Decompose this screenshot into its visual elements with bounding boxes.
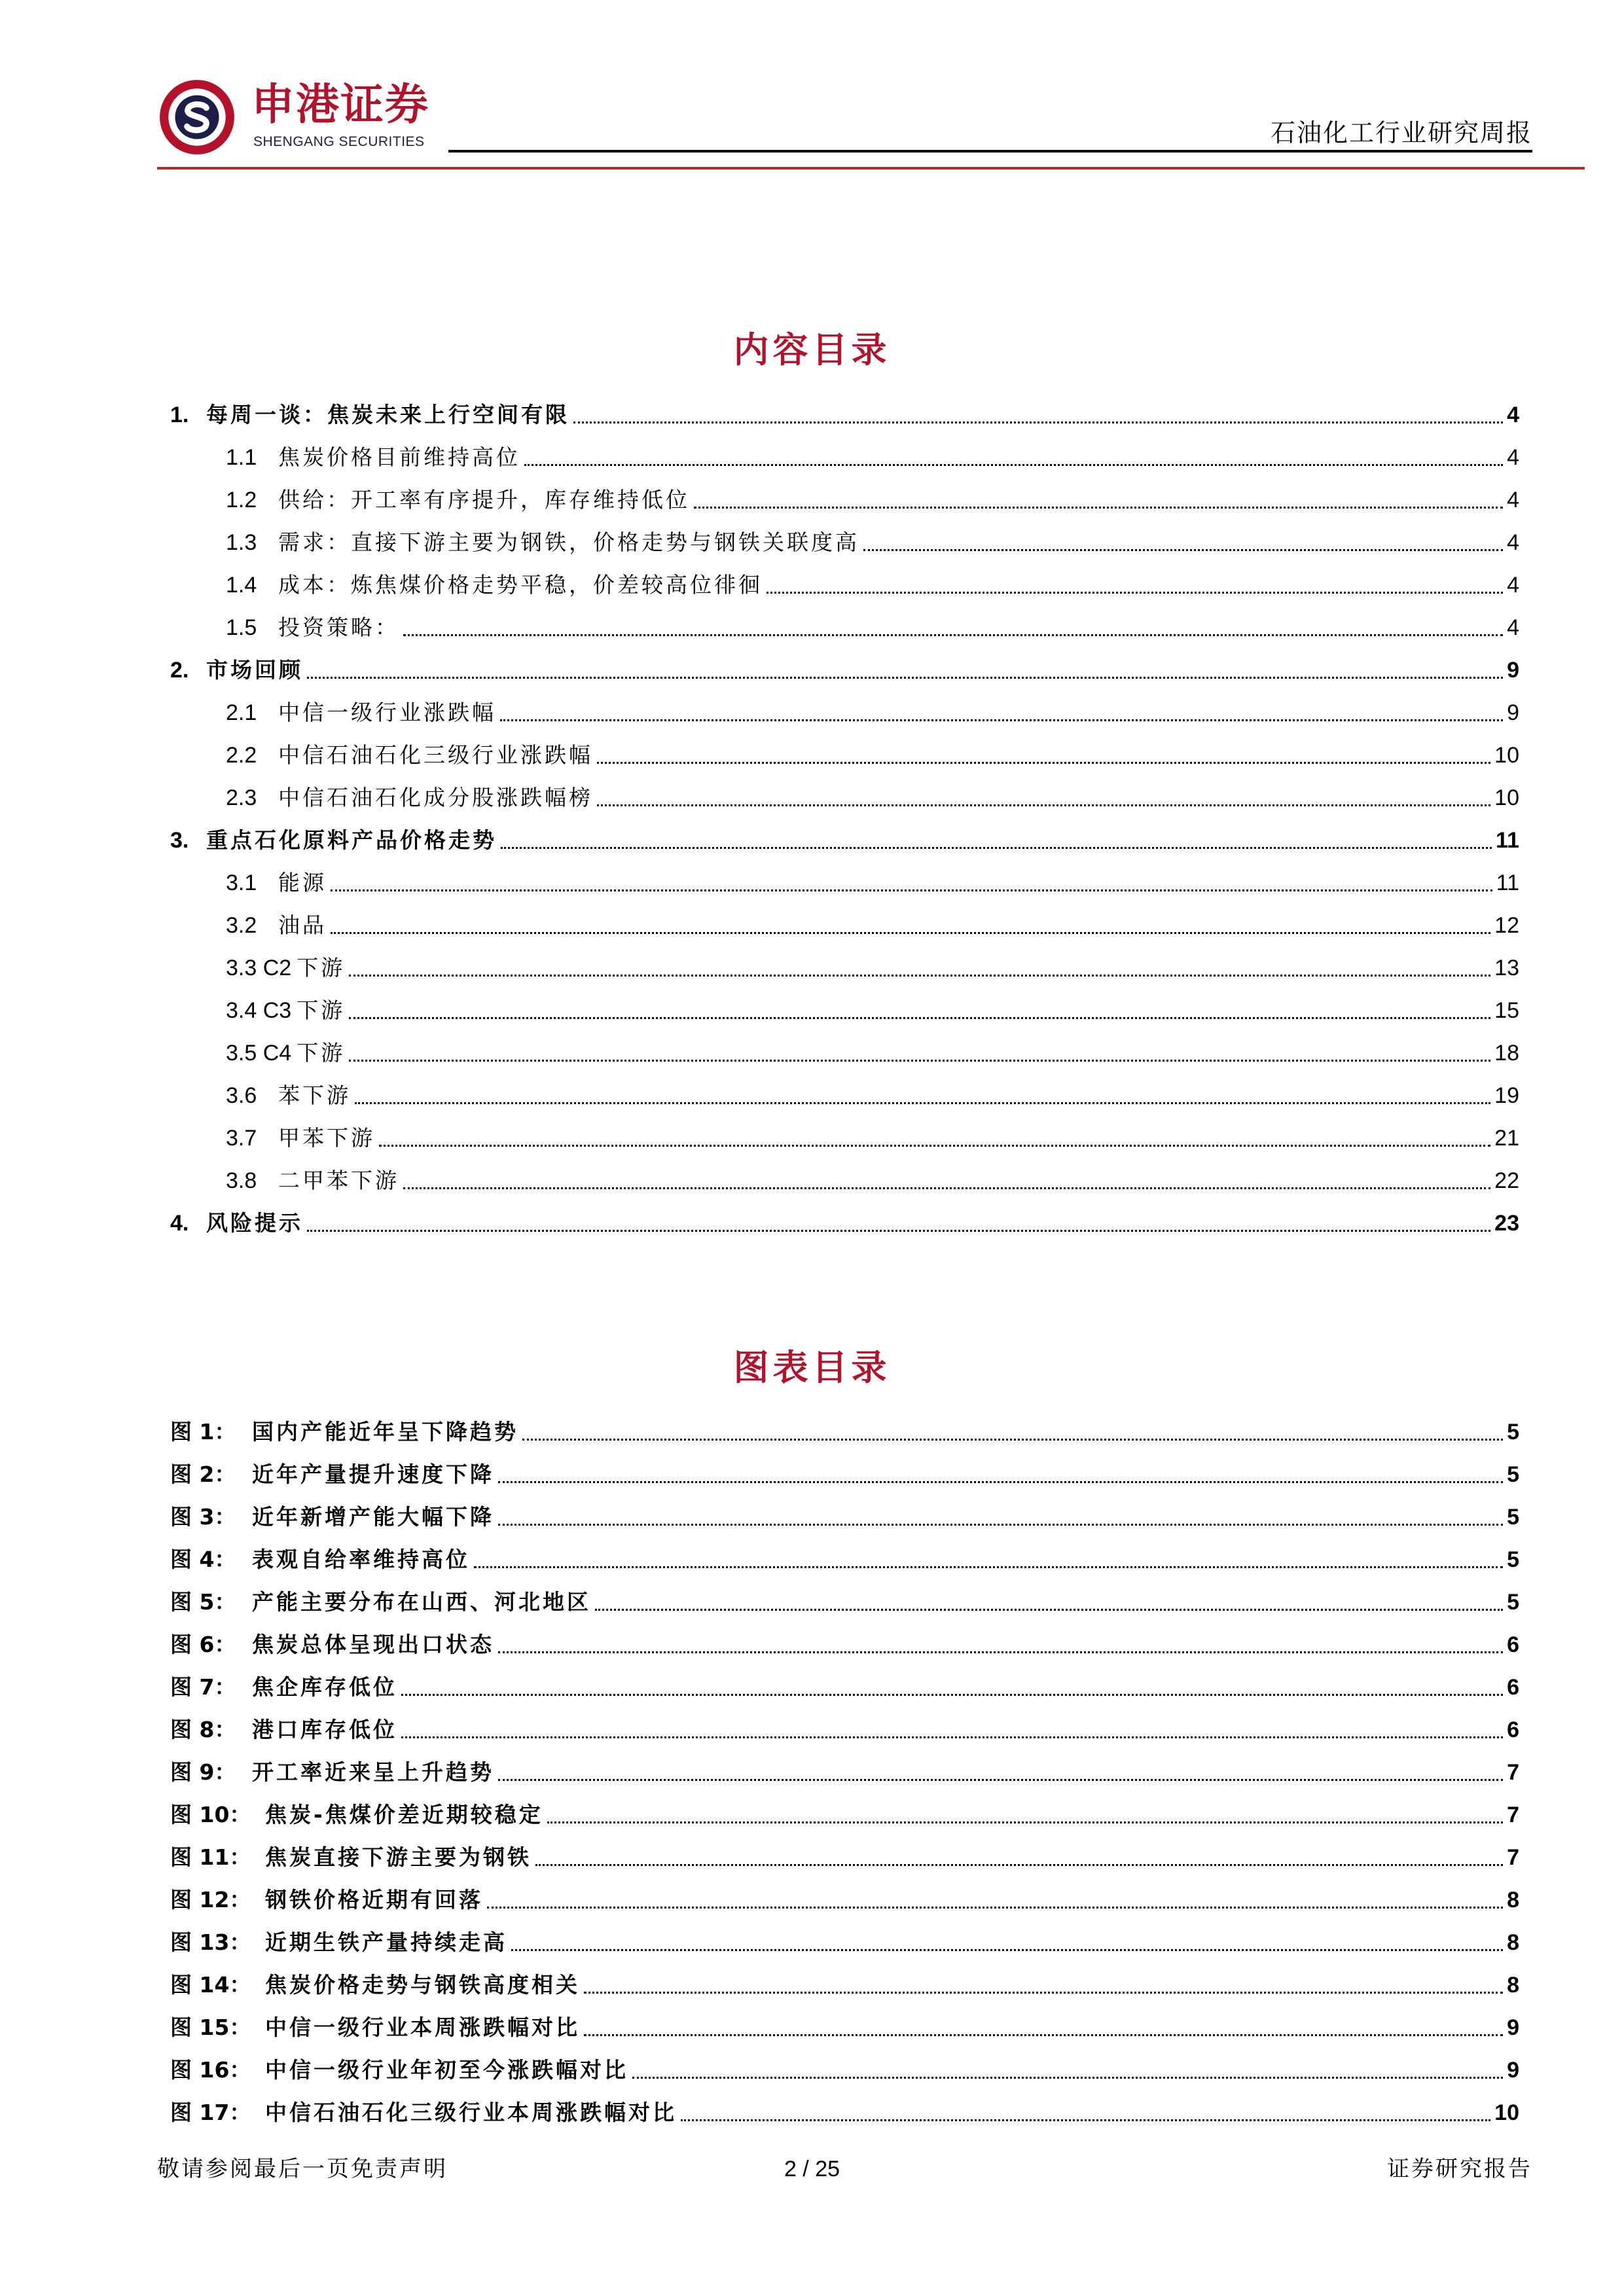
figure-label: 图 5： [170,1589,236,1615]
figure-label: 图 13： [170,1929,251,1955]
toc-title: 内容目录 [733,329,891,370]
toc-item[interactable] [226,866,1519,897]
figure-label: 图 17： [170,2100,251,2125]
toc-item-number: 1.5 [226,615,257,640]
figure-list-item[interactable] [170,2011,1519,2042]
figure-page: 6 [1507,1675,1519,1700]
toc-item-title: 每周一谈：焦炭未来上行空间有限 [206,402,569,427]
toc-item-page: 9 [1507,700,1519,725]
dot-leader [597,804,1490,806]
toc-item-page: 15 [1494,998,1519,1023]
page-number: 2 / 25 [784,2157,840,2181]
toc-item-page: 13 [1494,956,1519,980]
toc-item[interactable] [226,696,1519,727]
dot-leader [401,1694,1503,1696]
figure-page: 7 [1507,1845,1519,1870]
toc-item[interactable] [226,994,1519,1025]
figure-list-item[interactable] [170,1755,1519,1787]
toc-item-page: 11 [1496,828,1519,853]
dot-leader [522,1439,1503,1441]
toc-item-page: 4 [1507,445,1519,470]
toc-item-page: 22 [1494,1168,1519,1193]
toc-item[interactable] [226,611,1519,642]
dot-leader [573,422,1503,423]
toc-item-title: 能源 [278,870,327,895]
toc-item-page: 18 [1494,1041,1519,1066]
figure-title: 焦炭价格走势与钢铁高度相关 [265,1972,580,1998]
figure-label: 图 16： [170,2057,251,2083]
figure-title: 近年新增产能大幅下降 [252,1504,494,1530]
figure-label: 图 7： [170,1674,236,1700]
figure-label: 图 9： [170,1759,236,1785]
toc-item-number: 3.4 C3 [226,998,292,1023]
figure-label: 图 1： [170,1419,236,1444]
figure-list-item[interactable] [170,1840,1519,1872]
figure-title: 焦炭总体呈现出口状态 [252,1632,494,1657]
toc-item-page: 4 [1507,573,1519,598]
dot-leader [401,1736,1503,1738]
dot-leader [501,847,1492,849]
dot-leader [403,1187,1490,1189]
figure-list-item[interactable] [170,1968,1519,2000]
toc-item-number: 1. [170,403,189,427]
disclaimer-note: 敬请参阅最后一页免责声明 [157,2156,448,2182]
toc-item-title: 市场回顾 [206,657,303,683]
toc-item[interactable] [226,951,1519,982]
toc-item-title: 供给：开工率有序提升，库存维持低位 [278,487,690,512]
toc-item-title: 中信一级行业涨跌幅 [278,700,496,725]
figure-page: 8 [1507,1930,1519,1955]
toc-item-page: 21 [1494,1126,1519,1151]
figure-title: 港口库存低位 [252,1717,397,1742]
figure-page: 10 [1494,2100,1519,2125]
toc-item-page: 9 [1507,658,1519,683]
dot-leader [767,592,1503,594]
toc-item-title: 下游 [297,955,346,980]
figure-page: 6 [1507,1717,1519,1742]
dot-leader [498,1481,1503,1483]
figures-title: 图表目录 [733,1347,891,1388]
figure-title: 中信石油石化三级行业本周涨跌幅对比 [265,2100,677,2125]
figure-list-item[interactable] [170,2096,1519,2127]
dot-leader [535,1864,1503,1866]
figure-title: 表观自给率维持高位 [252,1547,470,1572]
figure-page: 7 [1507,1760,1519,1785]
dot-leader [694,507,1503,509]
header-rule [448,150,1532,152]
toc-item-title: 油品 [278,912,327,938]
figure-list-item[interactable] [170,2053,1519,2085]
toc-item[interactable] [226,526,1519,557]
figure-page: 8 [1507,1888,1519,1912]
toc-item-title: 重点石化原料产品价格走势 [206,827,497,853]
figure-page: 5 [1507,1462,1519,1487]
dot-leader [498,1524,1503,1526]
toc-item-number: 3.3 C2 [226,956,292,980]
figure-title: 钢铁价格近期有回落 [265,1887,483,1912]
toc-item-title: 焦炭价格目前维持高位 [278,444,520,470]
figure-label: 图 15： [170,2015,251,2040]
dot-leader [547,1821,1503,1823]
figure-title: 国内产能近年呈下降趋势 [252,1419,518,1444]
figure-page: 8 [1507,1973,1519,1998]
figure-title: 产能主要分布在山西、河北地区 [252,1589,591,1615]
toc-item-page: 19 [1494,1083,1519,1108]
dot-leader [632,2077,1503,2079]
toc-item-number: 2.2 [226,743,257,768]
toc-item[interactable] [226,1164,1519,1195]
toc-item[interactable] [170,1206,1519,1238]
figure-list-item[interactable] [170,1543,1519,1574]
toc-item-number: 4. [170,1211,189,1236]
toc-item-title: 二甲苯下游 [278,1168,399,1193]
toc-item-number: 3. [170,828,189,853]
brand-name-en: SHENGANG SECURITIES [253,134,425,149]
dot-leader [349,1017,1490,1019]
dot-leader [498,1651,1503,1653]
dot-leader [584,1992,1503,1994]
figure-list-item[interactable] [170,1415,1519,1446]
dot-leader [524,464,1503,466]
figure-page: 9 [1507,2058,1519,2083]
dot-leader [511,1949,1503,1951]
figure-title: 焦炭-焦煤价差近期较稳定 [265,1802,543,1827]
dot-leader [474,1566,1503,1568]
dot-leader [584,2034,1503,2036]
toc-item[interactable] [170,653,1519,685]
figure-label: 图 3： [170,1504,236,1530]
figure-title: 近年产量提升速度下降 [252,1462,494,1487]
figure-list-item[interactable] [170,1713,1519,1744]
dot-leader [331,889,1492,891]
figure-label: 图 12： [170,1887,251,1912]
toc-item-number: 2.1 [226,700,257,725]
toc-item-number: 1.1 [226,445,257,470]
figure-list-item[interactable] [170,1670,1519,1702]
figure-title: 焦炭直接下游主要为钢铁 [265,1844,532,1870]
brand-name-cn: 申港证券 [251,79,429,130]
figure-label: 图 11： [170,1844,251,1870]
toc-item-title: 中信石油石化成分股涨跌幅榜 [278,785,593,810]
header-rule-accent [157,167,1585,170]
figure-page: 9 [1507,2015,1519,2040]
toc-item-page: 10 [1494,785,1519,810]
figure-title: 中信一级行业年初至今涨跌幅对比 [265,2057,628,2083]
figure-page: 5 [1507,1547,1519,1572]
toc-item-page: 4 [1507,530,1519,555]
dot-leader [379,1145,1490,1147]
dot-leader [595,1609,1503,1611]
figure-list-item[interactable] [170,1628,1519,1659]
toc-item[interactable] [226,1121,1519,1153]
figure-page: 5 [1507,1420,1519,1444]
figure-list-item[interactable] [170,1500,1519,1532]
toc-item-page: 11 [1496,870,1519,895]
toc-item[interactable] [226,440,1519,472]
dot-leader [331,932,1490,934]
figure-title: 中信一级行业本周涨跌幅对比 [265,2015,580,2040]
toc-item[interactable] [226,908,1519,940]
figure-title: 近期生铁产量持续走高 [265,1929,507,1955]
figure-page: 6 [1507,1632,1519,1657]
toc-item-page: 4 [1507,615,1519,640]
toc-item[interactable] [170,398,1519,429]
toc-item-title: 甲苯下游 [278,1125,375,1151]
toc-item-number: 1.4 [226,573,257,598]
toc-item-number: 1.3 [226,530,257,555]
figure-list-item[interactable] [170,1926,1519,1957]
toc-item-page: 23 [1494,1211,1519,1236]
shengang-logo-icon [157,77,237,157]
toc-item-number: 3.1 [226,870,257,895]
dot-leader [403,634,1503,636]
figure-page: 5 [1507,1590,1519,1615]
toc-item-page: 10 [1494,743,1519,768]
toc-item-page: 4 [1507,403,1519,427]
report-type: 石油化工行业研究周报 [1270,118,1532,147]
toc-item-title: 成本：炼焦煤价格走势平稳，价差较高位徘徊 [278,572,763,598]
dot-leader [355,1102,1490,1104]
toc-item-title: 中信石油石化三级行业涨跌幅 [278,742,593,768]
dot-leader [597,762,1490,764]
toc-item-number: 1.2 [226,488,257,512]
toc-item-number: 3.2 [226,913,257,938]
toc-item-title: 下游 [297,997,346,1023]
toc-item-title: 风险提示 [206,1210,303,1236]
document-type: 证券研究报告 [1387,2156,1532,2182]
toc-item[interactable] [170,823,1519,855]
toc-item[interactable] [226,738,1519,770]
figure-list-item[interactable] [170,1883,1519,1914]
dot-leader [349,975,1490,977]
toc-item-number: 3.5 C4 [226,1041,292,1066]
dot-leader [863,549,1503,551]
toc-item-number: 3.7 [226,1126,257,1151]
figure-list-item[interactable] [170,1458,1519,1489]
toc-item-title: 需求：直接下游主要为钢铁，价格走势与钢铁关联度高 [278,529,859,555]
toc-item[interactable] [226,568,1519,600]
toc-item[interactable] [226,1079,1519,1110]
toc-item-page: 4 [1507,488,1519,512]
dot-leader [681,2119,1490,2121]
dot-leader [307,1230,1490,1232]
figure-title: 开工率近来呈上升趋势 [252,1759,494,1785]
toc-item-number: 2. [170,658,189,683]
figure-label: 图 2： [170,1462,236,1487]
figure-page: 7 [1507,1803,1519,1827]
toc-item-number: 3.6 [226,1083,257,1108]
figure-label: 图 4： [170,1547,236,1572]
dot-leader [500,719,1503,721]
dot-leader [307,677,1503,679]
figure-label: 图 10： [170,1802,251,1827]
toc-item[interactable] [226,1036,1519,1067]
toc-item-title: 下游 [297,1040,346,1066]
figure-list-item[interactable] [170,1798,1519,1829]
toc-item-title: 投资策略： [278,615,399,640]
toc-item-page: 12 [1494,913,1519,938]
toc-item[interactable] [226,781,1519,812]
figure-label: 图 8： [170,1717,236,1742]
figure-list-item[interactable] [170,1585,1519,1617]
dot-leader [349,1060,1490,1062]
figure-page: 5 [1507,1505,1519,1530]
dot-leader [498,1779,1503,1781]
figure-label: 图 14： [170,1972,251,1998]
toc-item-number: 2.3 [226,785,257,810]
dot-leader [487,1907,1503,1909]
toc-item[interactable] [226,483,1519,514]
toc-item-number: 3.8 [226,1168,257,1193]
figure-title: 焦企库存低位 [252,1674,397,1700]
toc-item-title: 苯下游 [278,1083,351,1108]
figure-label: 图 6： [170,1632,236,1657]
